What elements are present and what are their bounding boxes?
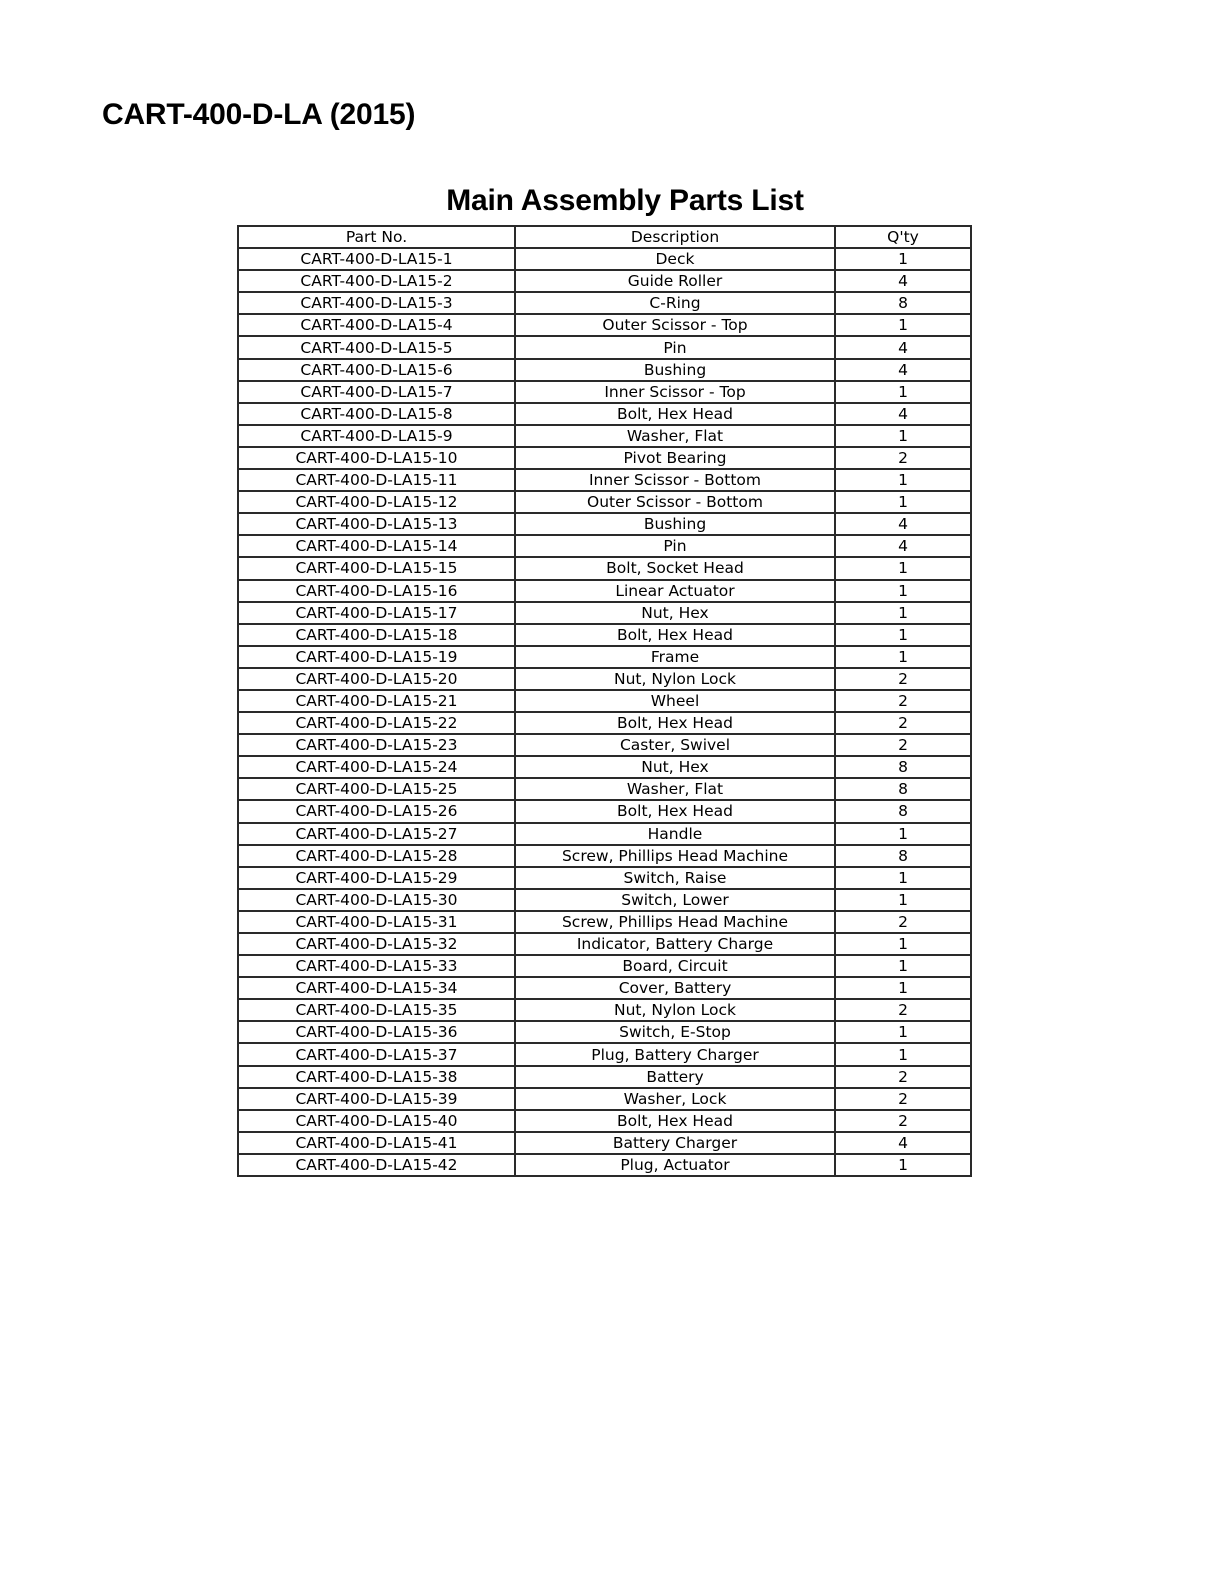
part-number-cell: CART-400-D-LA15-38 xyxy=(238,1066,515,1088)
part-number-cell: CART-400-D-LA15-40 xyxy=(238,1110,515,1132)
table-row xyxy=(238,734,971,756)
description-cell: Switch, Raise xyxy=(515,867,835,889)
part-number-cell: CART-400-D-LA15-3 xyxy=(238,292,515,314)
description-cell: Handle xyxy=(515,823,835,845)
table-row xyxy=(238,823,971,845)
description-cell: Cover, Battery xyxy=(515,977,835,999)
quantity-cell: 2 xyxy=(835,734,971,756)
part-number-cell: CART-400-D-LA15-24 xyxy=(238,756,515,778)
quantity-cell: 2 xyxy=(835,1066,971,1088)
part-number-cell: CART-400-D-LA15-8 xyxy=(238,403,515,425)
part-number-cell: CART-400-D-LA15-27 xyxy=(238,823,515,845)
description-cell: Washer, Flat xyxy=(515,425,835,447)
table-row xyxy=(238,1066,971,1088)
table-row xyxy=(238,1110,971,1132)
description-cell: Indicator, Battery Charge xyxy=(515,933,835,955)
part-number-cell: CART-400-D-LA15-5 xyxy=(238,336,515,358)
quantity-cell: 8 xyxy=(835,800,971,822)
table-row xyxy=(238,359,971,381)
table-row xyxy=(238,491,971,513)
quantity-cell: 8 xyxy=(835,756,971,778)
table-row xyxy=(238,624,971,646)
part-number-cell: CART-400-D-LA15-22 xyxy=(238,712,515,734)
description-cell: Guide Roller xyxy=(515,270,835,292)
description-cell: Bolt, Hex Head xyxy=(515,800,835,822)
description-cell: Bolt, Hex Head xyxy=(515,1110,835,1132)
quantity-cell: 1 xyxy=(835,1154,971,1176)
part-number-cell: CART-400-D-LA15-20 xyxy=(238,668,515,690)
quantity-cell: 4 xyxy=(835,336,971,358)
part-number-cell: CART-400-D-LA15-6 xyxy=(238,359,515,381)
part-number-cell: CART-400-D-LA15-11 xyxy=(238,469,515,491)
part-number-cell: CART-400-D-LA15-1 xyxy=(238,248,515,270)
description-cell: Battery Charger xyxy=(515,1132,835,1154)
part-number-cell: CART-400-D-LA15-30 xyxy=(238,889,515,911)
table-row xyxy=(238,557,971,579)
quantity-cell: 1 xyxy=(835,602,971,624)
description-cell: Frame xyxy=(515,646,835,668)
description-cell: Board, Circuit xyxy=(515,955,835,977)
table-row xyxy=(238,668,971,690)
quantity-cell: 4 xyxy=(835,1132,971,1154)
table-row xyxy=(238,513,971,535)
table-row xyxy=(238,1088,971,1110)
part-number-cell: CART-400-D-LA15-7 xyxy=(238,381,515,403)
quantity-cell: 1 xyxy=(835,889,971,911)
description-cell: Bolt, Hex Head xyxy=(515,403,835,425)
description-cell: Switch, E-Stop xyxy=(515,1021,835,1043)
description-cell: Caster, Swivel xyxy=(515,734,835,756)
table-row xyxy=(238,646,971,668)
table-row xyxy=(238,602,971,624)
header-description: Description xyxy=(515,226,835,248)
part-number-cell: CART-400-D-LA15-28 xyxy=(238,845,515,867)
quantity-cell: 4 xyxy=(835,359,971,381)
description-cell: Screw, Phillips Head Machine xyxy=(515,911,835,933)
table-row xyxy=(238,336,971,358)
quantity-cell: 1 xyxy=(835,557,971,579)
description-cell: Deck xyxy=(515,248,835,270)
table-row xyxy=(238,1154,971,1176)
description-cell: Bushing xyxy=(515,359,835,381)
part-number-cell: CART-400-D-LA15-34 xyxy=(238,977,515,999)
part-number-cell: CART-400-D-LA15-32 xyxy=(238,933,515,955)
description-cell: Nut, Nylon Lock xyxy=(515,668,835,690)
quantity-cell: 1 xyxy=(835,248,971,270)
table-row xyxy=(238,955,971,977)
quantity-cell: 1 xyxy=(835,933,971,955)
quantity-cell: 2 xyxy=(835,668,971,690)
table-row xyxy=(238,867,971,889)
part-number-cell: CART-400-D-LA15-39 xyxy=(238,1088,515,1110)
part-number-cell: CART-400-D-LA15-2 xyxy=(238,270,515,292)
part-number-cell: CART-400-D-LA15-21 xyxy=(238,690,515,712)
table-row xyxy=(238,800,971,822)
part-number-cell: CART-400-D-LA15-16 xyxy=(238,580,515,602)
table-row xyxy=(238,381,971,403)
quantity-cell: 1 xyxy=(835,977,971,999)
part-number-cell: CART-400-D-LA15-17 xyxy=(238,602,515,624)
description-cell: Screw, Phillips Head Machine xyxy=(515,845,835,867)
table-row xyxy=(238,535,971,557)
part-number-cell: CART-400-D-LA15-15 xyxy=(238,557,515,579)
part-number-cell: CART-400-D-LA15-42 xyxy=(238,1154,515,1176)
quantity-cell: 1 xyxy=(835,646,971,668)
quantity-cell: 1 xyxy=(835,1021,971,1043)
quantity-cell: 1 xyxy=(835,867,971,889)
table-row xyxy=(238,1132,971,1154)
part-number-cell: CART-400-D-LA15-31 xyxy=(238,911,515,933)
part-number-cell: CART-400-D-LA15-13 xyxy=(238,513,515,535)
quantity-cell: 2 xyxy=(835,447,971,469)
table-row xyxy=(238,425,971,447)
part-number-cell: CART-400-D-LA15-23 xyxy=(238,734,515,756)
part-number-cell: CART-400-D-LA15-12 xyxy=(238,491,515,513)
table-row xyxy=(238,447,971,469)
table-row xyxy=(238,756,971,778)
quantity-cell: 1 xyxy=(835,381,971,403)
description-cell: Plug, Actuator xyxy=(515,1154,835,1176)
quantity-cell: 8 xyxy=(835,845,971,867)
quantity-cell: 4 xyxy=(835,270,971,292)
table-row xyxy=(238,1021,971,1043)
description-cell: Battery xyxy=(515,1066,835,1088)
table-row xyxy=(238,778,971,800)
description-cell: Washer, Lock xyxy=(515,1088,835,1110)
quantity-cell: 1 xyxy=(835,955,971,977)
document-title: CART-400-D-LA (2015) xyxy=(102,98,416,131)
description-cell: Pin xyxy=(515,336,835,358)
table-row xyxy=(238,469,971,491)
description-cell: Nut, Hex xyxy=(515,602,835,624)
quantity-cell: 1 xyxy=(835,1043,971,1065)
description-cell: Outer Scissor - Top xyxy=(515,314,835,336)
table-row xyxy=(238,999,971,1021)
quantity-cell: 2 xyxy=(835,1088,971,1110)
quantity-cell: 4 xyxy=(835,513,971,535)
quantity-cell: 8 xyxy=(835,778,971,800)
table-row xyxy=(238,580,971,602)
description-cell: Switch, Lower xyxy=(515,889,835,911)
quantity-cell: 1 xyxy=(835,823,971,845)
part-number-cell: CART-400-D-LA15-19 xyxy=(238,646,515,668)
table-row xyxy=(238,933,971,955)
quantity-cell: 2 xyxy=(835,911,971,933)
description-cell: Nut, Hex xyxy=(515,756,835,778)
description-cell: Bolt, Socket Head xyxy=(515,557,835,579)
table-row xyxy=(238,977,971,999)
header-qty: Q'ty xyxy=(835,226,971,248)
description-cell: Nut, Nylon Lock xyxy=(515,999,835,1021)
quantity-cell: 1 xyxy=(835,469,971,491)
table-row xyxy=(238,911,971,933)
part-number-cell: CART-400-D-LA15-9 xyxy=(238,425,515,447)
table-row xyxy=(238,845,971,867)
description-cell: Wheel xyxy=(515,690,835,712)
description-cell: C-Ring xyxy=(515,292,835,314)
part-number-cell: CART-400-D-LA15-14 xyxy=(238,535,515,557)
quantity-cell: 1 xyxy=(835,314,971,336)
description-cell: Pivot Bearing xyxy=(515,447,835,469)
table-row xyxy=(238,270,971,292)
header-part-no: Part No. xyxy=(238,226,515,248)
part-number-cell: CART-400-D-LA15-18 xyxy=(238,624,515,646)
quantity-cell: 2 xyxy=(835,690,971,712)
quantity-cell: 2 xyxy=(835,999,971,1021)
table-row xyxy=(238,314,971,336)
description-cell: Bushing xyxy=(515,513,835,535)
part-number-cell: CART-400-D-LA15-26 xyxy=(238,800,515,822)
table-row xyxy=(238,690,971,712)
description-cell: Outer Scissor - Bottom xyxy=(515,491,835,513)
part-number-cell: CART-400-D-LA15-35 xyxy=(238,999,515,1021)
quantity-cell: 1 xyxy=(835,580,971,602)
description-cell: Plug, Battery Charger xyxy=(515,1043,835,1065)
table-title: Main Assembly Parts List xyxy=(446,184,804,217)
part-number-cell: CART-400-D-LA15-4 xyxy=(238,314,515,336)
quantity-cell: 4 xyxy=(835,403,971,425)
quantity-cell: 4 xyxy=(835,535,971,557)
part-number-cell: CART-400-D-LA15-37 xyxy=(238,1043,515,1065)
description-cell: Inner Scissor - Top xyxy=(515,381,835,403)
quantity-cell: 2 xyxy=(835,1110,971,1132)
table-row xyxy=(238,403,971,425)
quantity-cell: 2 xyxy=(835,712,971,734)
table-row xyxy=(238,712,971,734)
quantity-cell: 1 xyxy=(835,491,971,513)
quantity-cell: 1 xyxy=(835,624,971,646)
part-number-cell: CART-400-D-LA15-29 xyxy=(238,867,515,889)
table-row xyxy=(238,248,971,270)
parts-table-body xyxy=(238,248,971,1176)
part-number-cell: CART-400-D-LA15-25 xyxy=(238,778,515,800)
table-row xyxy=(238,292,971,314)
description-cell: Linear Actuator xyxy=(515,580,835,602)
part-number-cell: CART-400-D-LA15-41 xyxy=(238,1132,515,1154)
description-cell: Bolt, Hex Head xyxy=(515,712,835,734)
description-cell: Inner Scissor - Bottom xyxy=(515,469,835,491)
quantity-cell: 8 xyxy=(835,292,971,314)
table-row xyxy=(238,889,971,911)
parts-table xyxy=(237,225,972,1177)
table-header-row xyxy=(238,226,971,248)
part-number-cell: CART-400-D-LA15-10 xyxy=(238,447,515,469)
description-cell: Pin xyxy=(515,535,835,557)
table-row xyxy=(238,1043,971,1065)
part-number-cell: CART-400-D-LA15-36 xyxy=(238,1021,515,1043)
description-cell: Washer, Flat xyxy=(515,778,835,800)
quantity-cell: 1 xyxy=(835,425,971,447)
part-number-cell: CART-400-D-LA15-33 xyxy=(238,955,515,977)
description-cell: Bolt, Hex Head xyxy=(515,624,835,646)
